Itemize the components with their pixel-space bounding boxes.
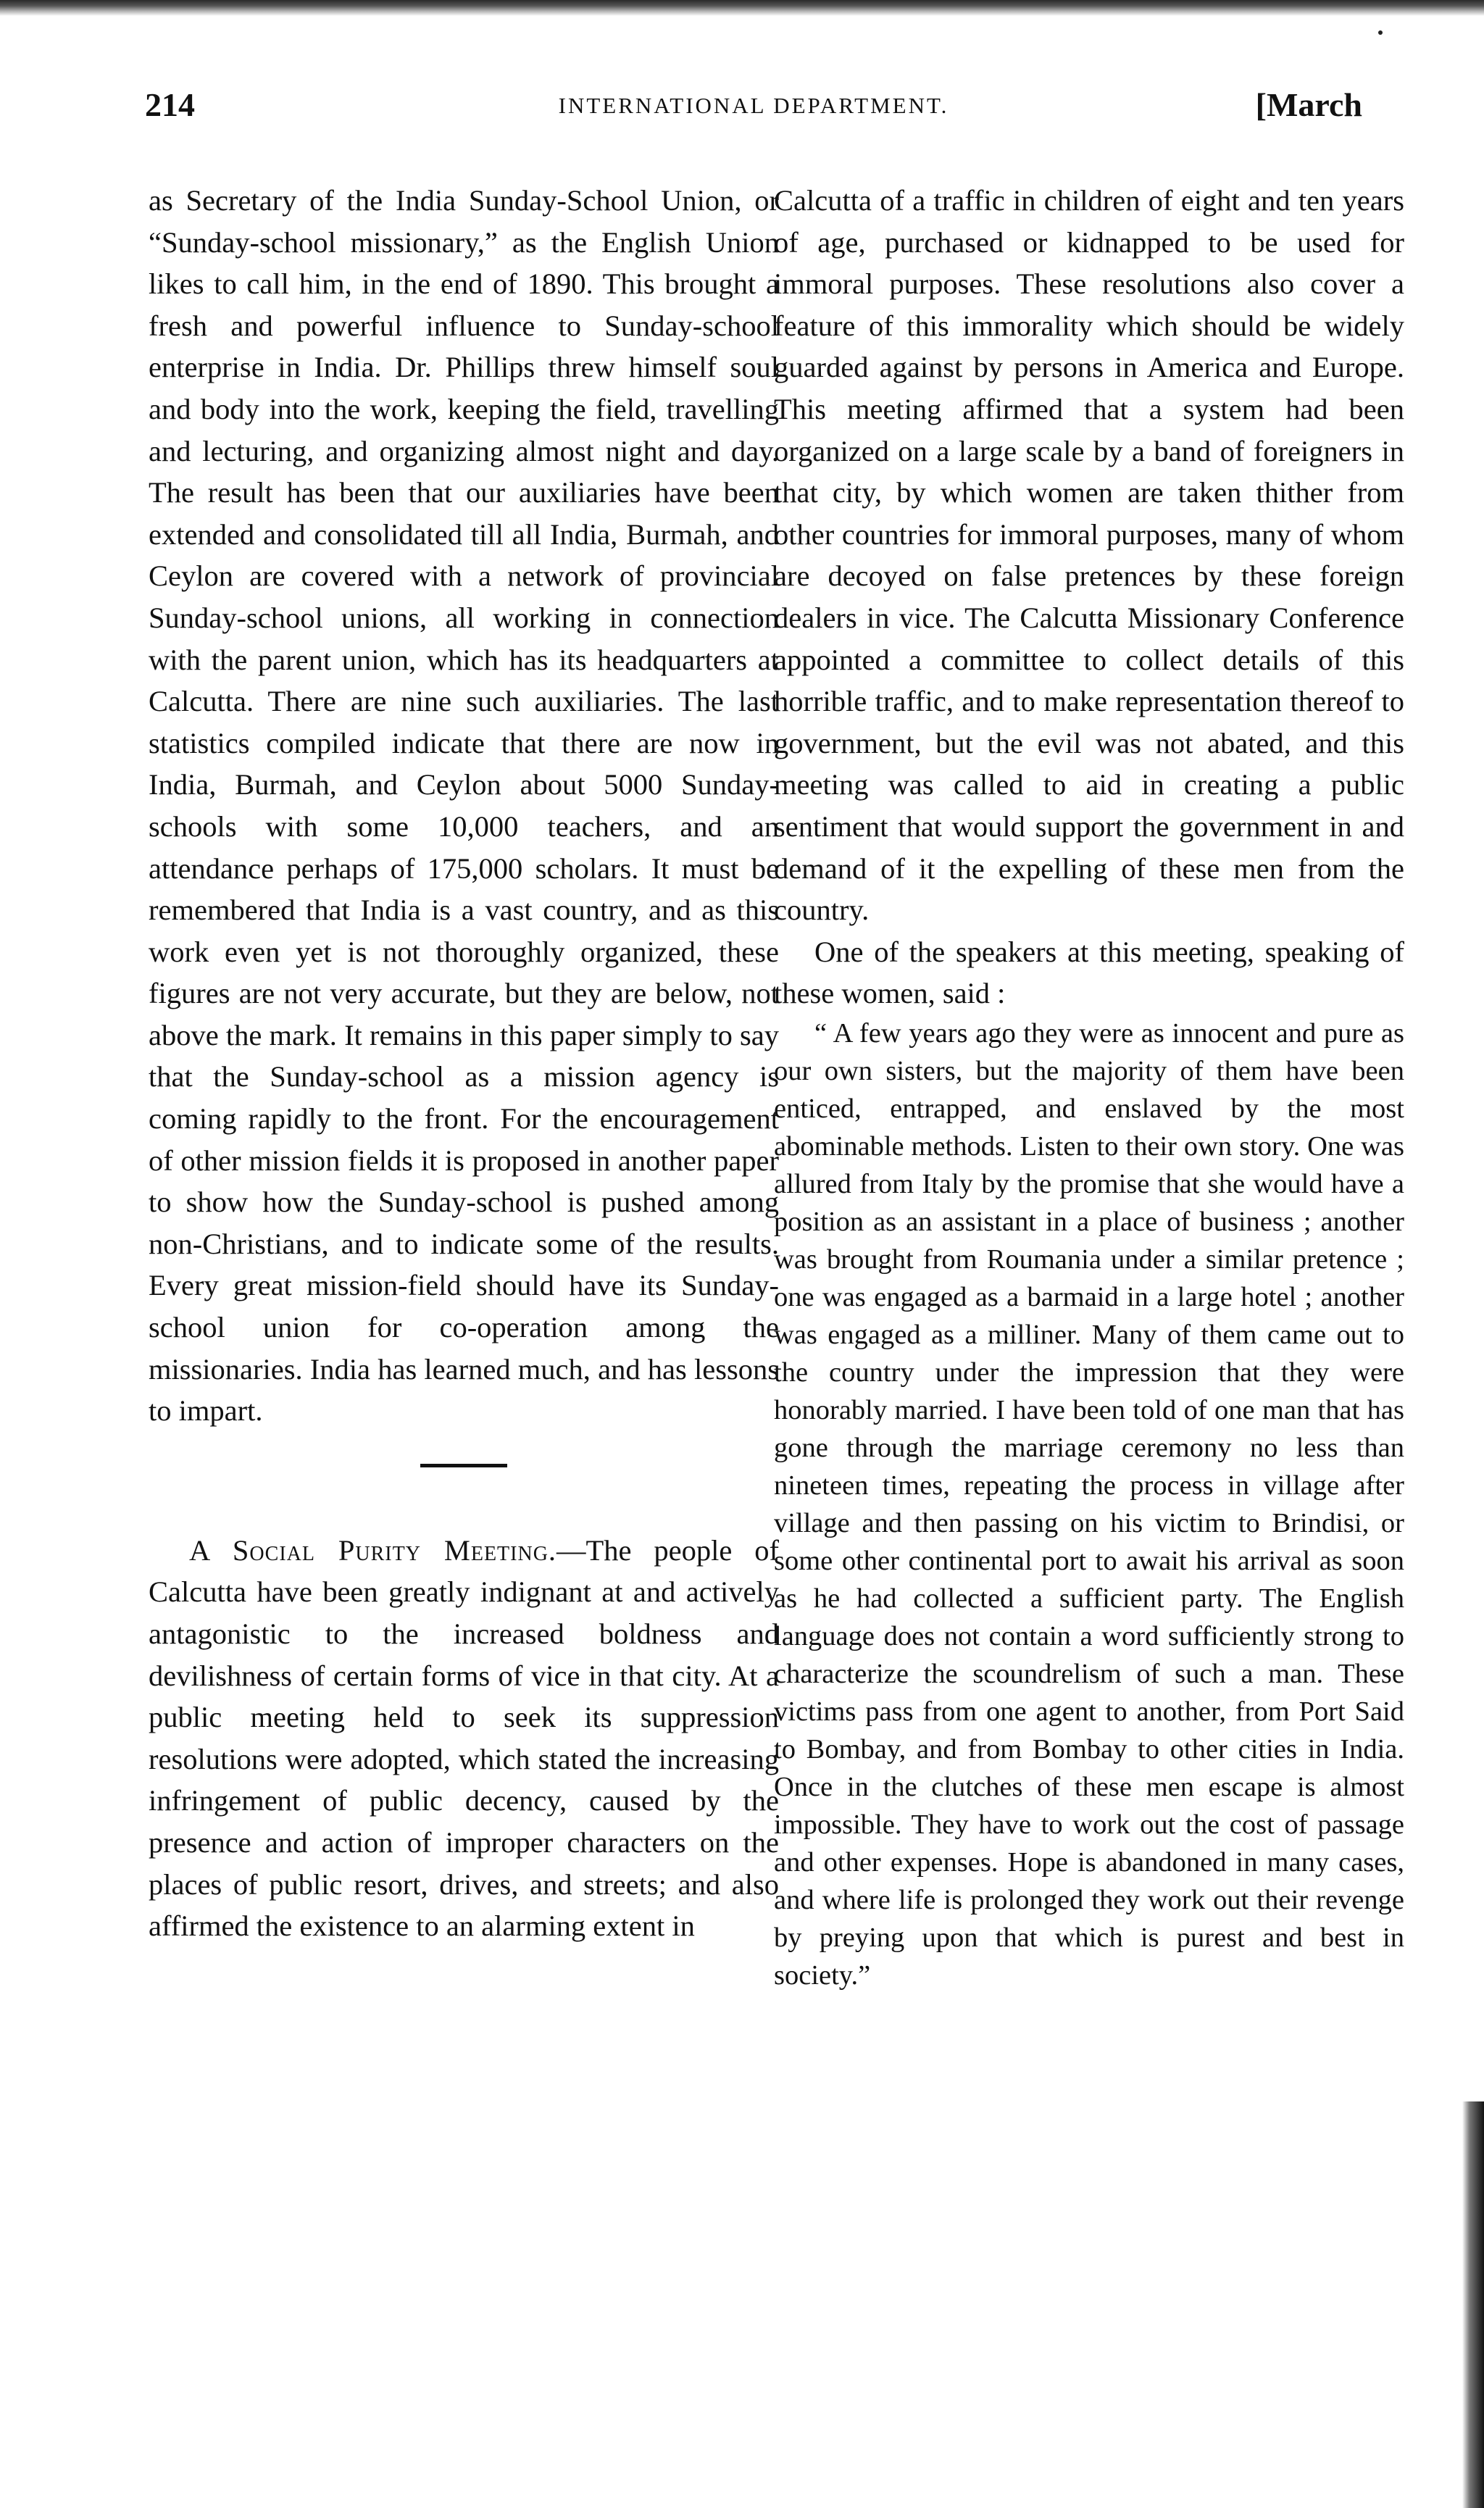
scan-edge-top	[0, 0, 1484, 16]
running-head: INTERNATIONAL DEPARTMENT.	[558, 93, 949, 118]
scan-edge-right	[1462, 2101, 1484, 2508]
left-paragraph-1: as Secretary of the India Sunday-School Union, or “Sunday-school missionary,” as the English Union likes to call him, in the end of 1890. This brought a fresh and powerful influence to Sunday-school enterprise in India. Dr. Phillips threw himself soul and body into the work, keeping the field, travelling and lecturing, and organizing almost night and day. The result has been that our auxiliaries have been extended and consolidated till all India, Burmah, and Ceylon are covered with a network of provincial Sunday-school unions, all working in connection with the parent union, which has its headquarters at Calcutta. There are nine such auxiliaries. The last statistics compiled indicate that there are now in India, Burmah, and Ceylon about 5000 Sunday-schools with some 10,000 teachers, and an attendance perhaps of 175,000 scholars. It must be remembered that India is a vast country, and as this work even yet is not thoroughly organized, these figures are not very accurate, but they are below, not above the mark. It remains in this paper simply to say that the Sunday-school as a mission agency is coming rapidly to the front. For the encouragement of other mission fields it is proposed in another paper to show how the Sunday-school is pushed among non-Christians, and to indicate some of the results. Every great mission-field should have its Sunday-school union for co-operation among the missionaries. India has learned much, and has lessons to impart.	[149, 184, 779, 1428]
section-divider	[420, 1464, 507, 1467]
scan-speck	[1378, 30, 1383, 35]
right-paragraph-2: One of the speakers at this meeting, speaking of these women, said :	[774, 935, 1404, 1010]
right-paragraph-1: Calcutta of a traffic in children of eight and ten years of age, purchased or kidnapped to be used for immoral purposes. These resolutions also cover a feature of this immorality which should be widely guarded against by persons in America and Europe. This meeting affirmed that a system had been organized on a large scale by a band of foreigners in that city, by which women are taken thither from other countries for immoral purposes, many of whom are decoyed on false pretences by these foreign dealers in vice. The Calcutta Missionary Conference appointed a committee to collect details of this horrible traffic, and to make representation thereof to government, but the evil was not abated, and this meeting was called to aid in creating a public sentiment that would support the government in and demand of it the expelling of these men from the country.	[774, 184, 1404, 927]
section-title: A Social Purity Meeting.	[189, 1533, 557, 1567]
left-column	[149, 180, 779, 1947]
issue-month: [March	[1255, 86, 1362, 123]
page-number: 214	[145, 86, 195, 123]
speaker-quote: “ A few years ago they were as innocent and pure as our own sisters, but the majority of them have been enticed, entrapped, and enslaved by the most abominable methods. Listen to their own story. One was allured from Italy by the promise that she would have a position as an assistant in a place of business ; another was brought from Roumania under a similar pretence ; one was engaged as a barmaid in a large hotel ; another was engaged as a milliner. Many of them came out to the country under the impression that they were honorably married. I have been told of one man that has gone through the marriage ceremony no less than nineteen times, repeating the process in village after village and then passing on his victim to Brindisi, or some other continental port to await his arrival as soon as he had collected a sufficient party. The English language does not contain a word sufficiently strong to characterize the scoundrelism of such a man. These victims pass from one agent to another, from Port Said to Bombay, and from Bombay to other cities in India. Once in the clutches of these men escape is almost impossible. They have to work out the cost of passage and other expenses. Hope is abandoned in many cases, and where life is prolonged they work out their revenge by preying upon that which is purest and best in society.”	[774, 1017, 1404, 1991]
right-column	[774, 180, 1404, 1994]
section-body: —The people of Calcutta have been greatly indignant at and actively antagonistic to the increased boldness and devilishness of certain forms of vice in that city. At a public meeting held to seek its suppression resolutions were adopted, which stated the increasing infringement of public decency, caused by the presence and action of improper characters on the places of public resort, drives, and streets; and also affirmed the existence to an alarming extent in	[149, 1533, 779, 1943]
page-header	[145, 86, 1362, 136]
left-paragraph-2	[149, 1530, 779, 1947]
